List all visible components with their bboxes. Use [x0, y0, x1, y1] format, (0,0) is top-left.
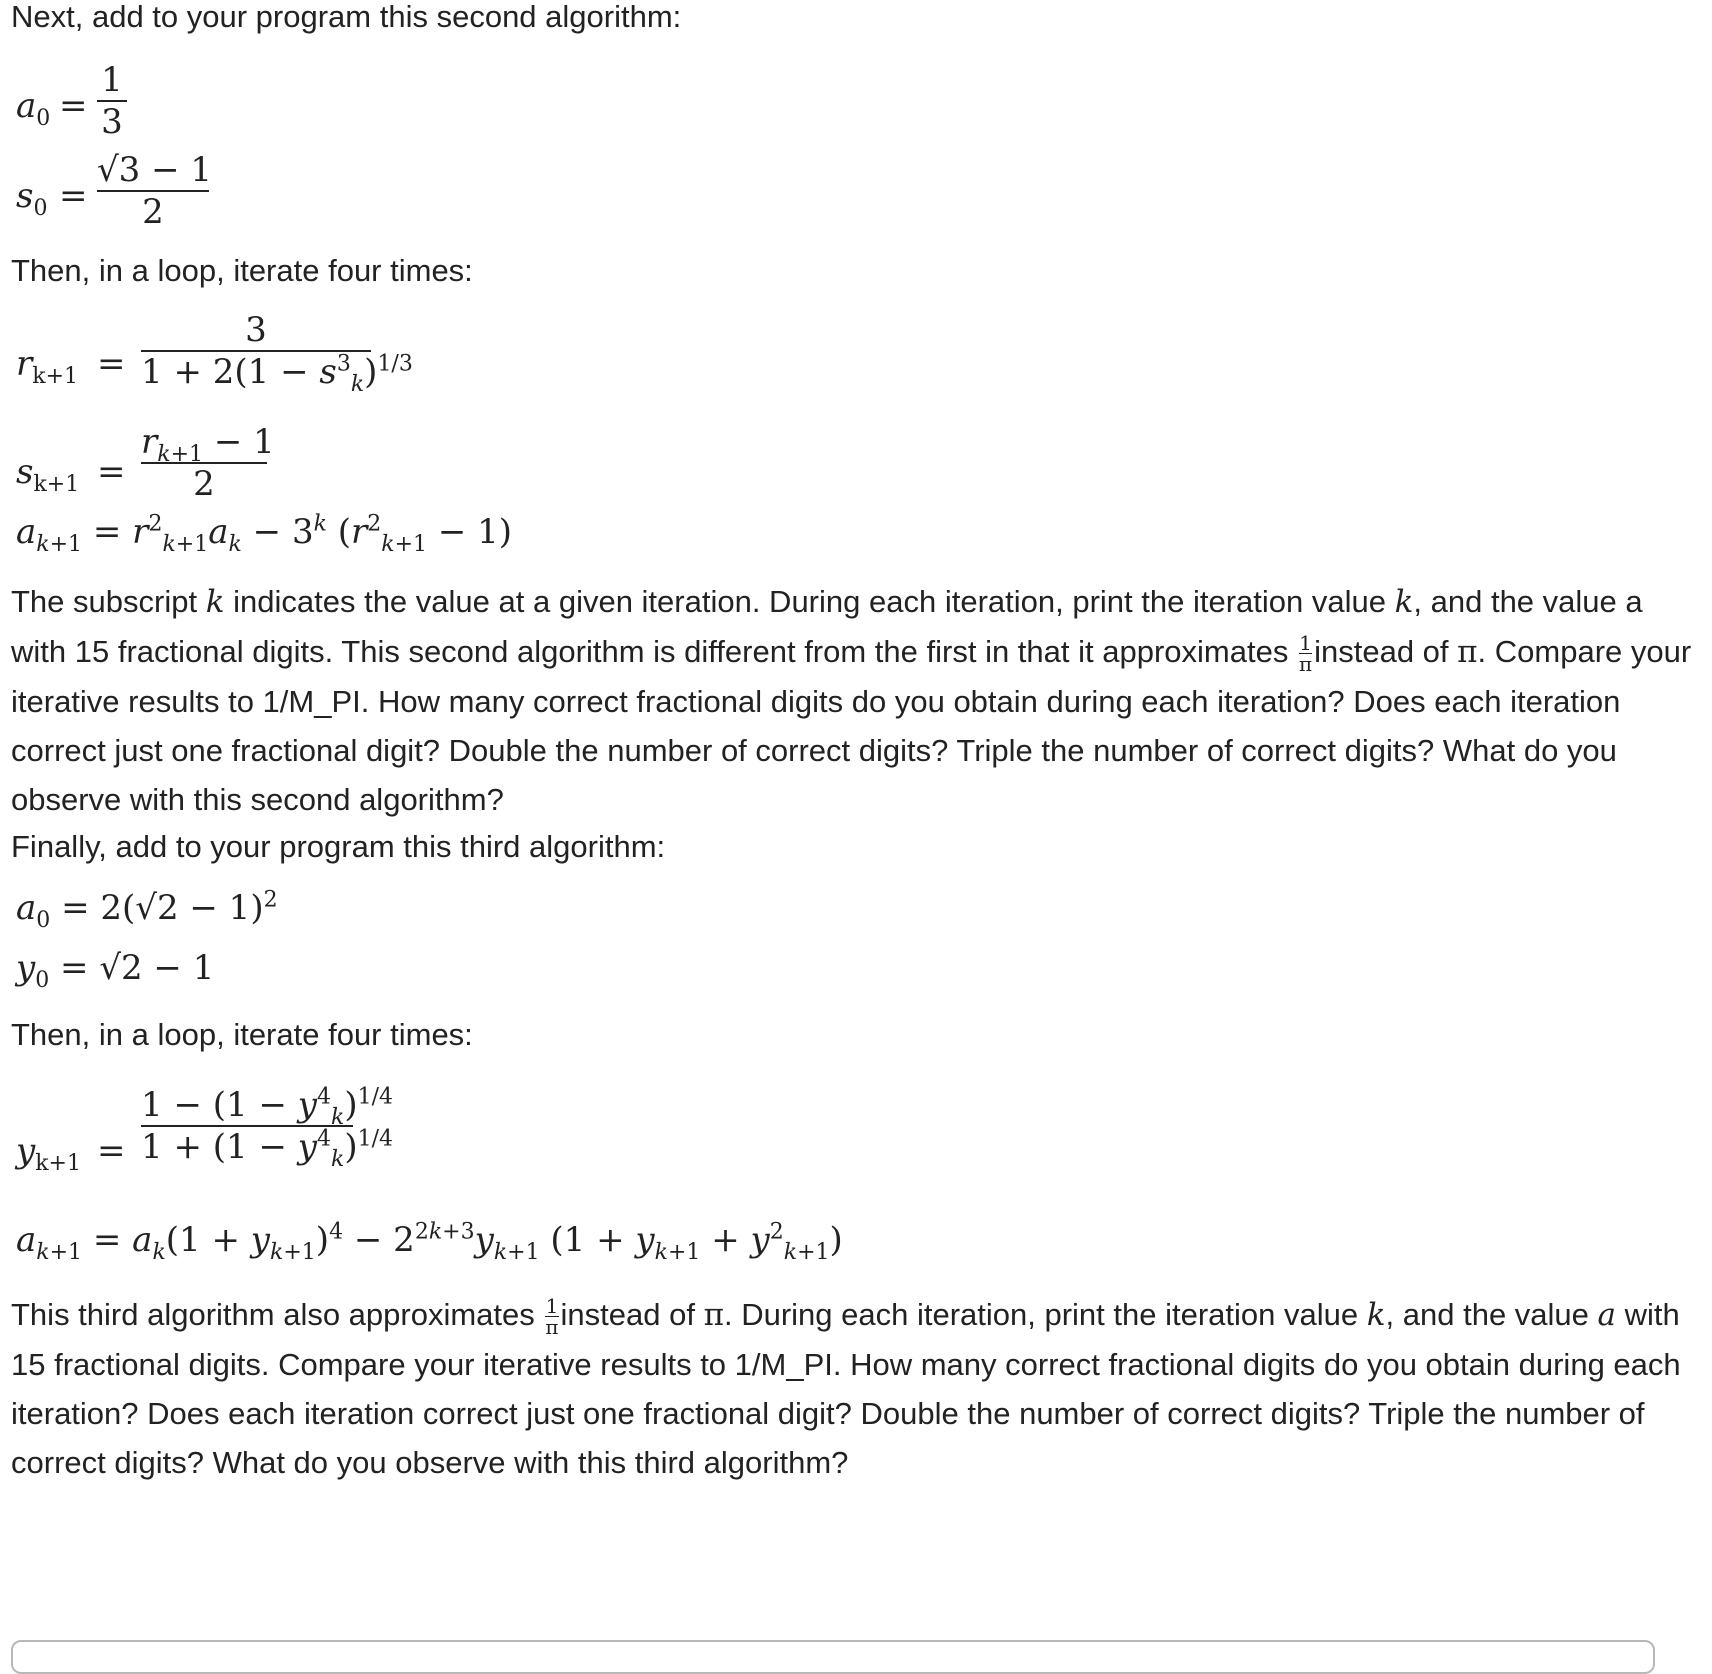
paragraph-second-algorithm: The subscript k indicates the value at a given iteration. During each iteration, print the iteration value k, and the value a with 15 fractional digits. This second algorithm is different from the first in that it approximates $\frac{1}{\pi}$ instead of π. Compare your iterative results to 1/M_PI. How many correct fractional digits do you obtain during each iteration? Does each iteration correct just one fractional digit? Double the number of correct digits? Triple the number of correct digits? What do you observe with this second algorithm? [11, 584, 1692, 817]
answer-box-edge[interactable] [11, 1640, 1655, 1674]
loop-instruction-third: Then, in a loop, iterate four times: [11, 1017, 473, 1052]
intro-third-algorithm: Finally, add to your program this third algorithm: [11, 829, 666, 864]
equation-s-k-plus-1: $s_{k+1}$ = $r_{k+1} - 1$ 2 [16, 422, 275, 504]
equation-a-k-plus-1-third: $a_{k+1} = a_k(1 + y_{k+1})^4 - 2^{2k+3}y_{k+1}$ $(1 + y_{k+1} + y^2_{k+1})$ [16, 1219, 843, 1265]
equation-a0-second: $a_0$ = 1 3 [11, 60, 311, 150]
equation-a0-third: $a_0 = 2(√2 - 1)^2$ [16, 887, 278, 933]
intro-second-algorithm: Next, add to your program this second algorithm: [11, 0, 682, 34]
equation-r-k-plus-1: $r_{k+1}$ = 3 $1 + 2(1 - s^3_k)^{1/3}$ [16, 310, 413, 397]
fraction-one-over-pi-2: $\frac{1}{\pi}$ [545, 1294, 559, 1340]
equation-a-k-plus-1-second: $a_{k+1} = r^2_{k+1}a_k - 3^k$ $(r^2_{k+1} - 1)$ [16, 511, 513, 557]
paragraph-third-algorithm: This third algorithm also approximates $\frac{1}{\pi}$ instead of π. During each iteration, print the iteration value k, and the value a with 15 fractional digits. Compare your iterative results to 1/M_PI. How many correct fractional digits do you obtain during each iteration? Does each iteration correct just one fractional digit? Double the number of correct digits? Triple the number of correct digits? What do you observe with this third algorithm? [11, 1294, 1681, 1480]
fraction-one-over-pi: $\frac{1}{\pi}$ [1298, 631, 1313, 677]
equation-s0-second: $s_0$ = √3 − 1 2 [16, 150, 213, 232]
equation-y-k-plus-1: $y_{k+1}$ = $1 - (1 - y^4_k)^{1/4}$ $1 + (1 - y^4_k)^{1/4}$ [16, 1084, 393, 1176]
loop-instruction-second: Then, in a loop, iterate four times: [11, 253, 473, 288]
equation-y0-third: $y_0 = √2 - 1$ [16, 948, 215, 993]
